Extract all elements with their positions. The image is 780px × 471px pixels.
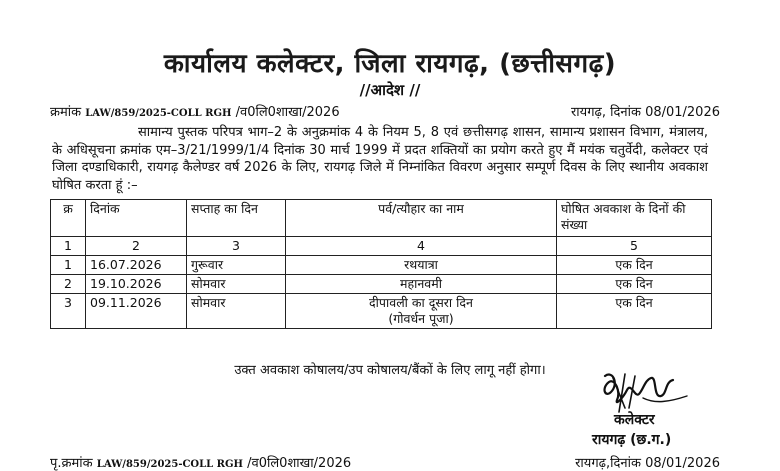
header-holiday-count: घोषित अवकाश के दिनों की संख्या xyxy=(557,200,712,237)
signatory-district: रायगढ़ (छ.ग.) xyxy=(592,432,672,448)
row-serial: 2 xyxy=(51,275,86,294)
festival-name-detail: (गोवर्धन पूजा) xyxy=(388,311,454,326)
table-number-row xyxy=(51,237,712,256)
reference-prefix: क्रमांक xyxy=(50,105,82,120)
holiday-table xyxy=(50,199,712,329)
festival-name-line: दीपावली का दूसरा दिन xyxy=(369,295,473,310)
table-header-row xyxy=(51,200,712,237)
endorsement-prefix: पृ.क्रमांक xyxy=(50,456,93,471)
header-date: दिनांक xyxy=(86,200,187,237)
row-holiday-count: एक दिन xyxy=(557,275,712,294)
row-holiday-count: एक दिन xyxy=(557,256,712,275)
reference-number xyxy=(50,102,340,120)
endorsement-code: LAW/859/2025-COLL RGH xyxy=(96,459,243,470)
row-festival-name: महानवमी xyxy=(286,275,557,294)
row-holiday-count: एक दिन xyxy=(557,294,712,329)
table-row xyxy=(51,294,712,329)
row-festival-name xyxy=(286,294,557,329)
column-number: 4 xyxy=(286,237,557,256)
reference-code: LAW/859/2025-COLL RGH xyxy=(85,108,232,119)
endorsement-suffix: /व0लि0शाखा/2026 xyxy=(247,456,352,471)
office-title: कार्यालय कलेक्टर, जिला रायगढ़, (छत्तीसगढ़) xyxy=(163,49,617,79)
row-date: 19.10.2026 xyxy=(86,275,187,294)
place-date: रायगढ़, दिनांक 08/01/2026 xyxy=(570,105,720,120)
column-number: 3 xyxy=(187,237,286,256)
column-number: 1 xyxy=(51,237,86,256)
table-row xyxy=(51,256,712,275)
reference-suffix: /व0लि0शाखा/2026 xyxy=(235,105,340,120)
header-festival-name: पर्व/त्यौहार का नाम xyxy=(286,200,557,237)
row-festival-name: रथयात्रा xyxy=(286,256,557,275)
signatory-designation: कलेक्टर xyxy=(614,412,655,428)
row-date: 16.07.2026 xyxy=(86,256,187,275)
endorsement-number xyxy=(50,453,351,471)
column-number: 2 xyxy=(86,237,187,256)
header-weekday: सप्ताह का दिन xyxy=(187,200,286,237)
order-text: सामान्य पुस्तक परिपत्र भाग–2 के अनुक्रमांक 4 के नियम 5, 8 एवं छत्तीसगढ़ शासन, सामान्य प्रशासन विभाग, मंत्रालय, के अधिसूचना क्रमांक एम–3/21/1999/1/4 दिनांक 30 मार्च 1999 में प्रदत शक्तियों का प्रयोग करते हुए मैं मयंक चतुर्वेदी, कलेक्टर एवं जिला दण्डाधिकारी, रायगढ़ कैलेण्डर वर्ष 2026 के लिए, रायगढ़ जिले में निम्नांकित विवरण अनुसार सम्पूर्ण दिवस के लिए स्थानीय अवकाश घोषित करता हूं :– xyxy=(52,125,708,193)
row-date: 09.11.2026 xyxy=(86,294,187,329)
row-weekday: सोमवार xyxy=(187,294,286,329)
order-paragraph xyxy=(52,124,708,194)
column-number: 5 xyxy=(557,237,712,256)
row-weekday: सोमवार xyxy=(187,275,286,294)
row-serial: 1 xyxy=(51,256,86,275)
row-weekday: गुरूवार xyxy=(187,256,286,275)
endorsement-place-date: रायगढ़,दिनांक 08/01/2026 xyxy=(575,456,720,471)
table-row xyxy=(51,275,712,294)
order-heading: //आदेश // xyxy=(359,81,421,99)
header-serial: क्र xyxy=(51,200,86,237)
row-serial: 3 xyxy=(51,294,86,329)
applicability-note: उक्त अवकाश कोषालय/उप कोषालय/बैंकों के लिए लागू नहीं होगा। xyxy=(234,363,546,378)
